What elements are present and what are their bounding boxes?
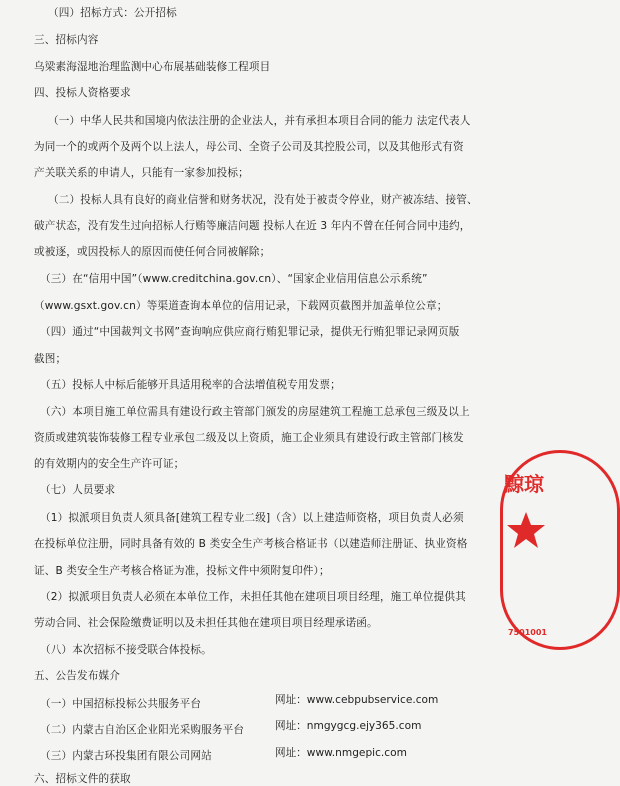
text-line: 或被逐，或因投标人的原因而使任何合同被解除； <box>34 246 271 258</box>
text-line: 为同一个的或两个及两个以上法人，母公司、全资子公司及其控股公司，以及其他形式有资 <box>34 141 464 153</box>
seal-text: 黥琼 <box>504 472 544 496</box>
section-heading: 五、公告发布媒介 <box>34 670 120 682</box>
text-line: （五）投标人中标后能够开具适用税率的合法增值税专用发票； <box>40 379 341 391</box>
text-line: （四）通过“中国裁判文书网”查询响应供应商行贿犯罪记录，提供无行贿犯罪记录网页版 <box>40 326 460 338</box>
project-title: 乌梁素海湿地治理监测中心布展基础装修工程项目 <box>34 61 271 73</box>
media-name: （一）中国招标投标公共服务平台 <box>40 698 202 710</box>
text-line: （八）本次招标不接受联合体投标。 <box>40 644 212 656</box>
text-line: 在投标单位注册，同时具备有效的 B 类安全生产考核合格证书（以建造师注册证、执业资格 <box>34 538 468 550</box>
text-line: （六）本项目施工单位需具有建设行政主管部门颁发的房屋建筑工程施工总承包三级及以上 <box>40 406 470 418</box>
text-line: 资质或建筑装饰装修工程专业承包二级及以上资质，施工企业须具有建设行政主管部门核发 <box>34 432 464 444</box>
text-line: （www.gsxt.gov.cn）等渠道查询本单位的信用记录，下载网页截图并加盖单位公章； <box>34 300 448 312</box>
media-name: （二）内蒙古自治区企业阳光采购服务平台 <box>40 724 245 736</box>
seal-number: 7501001 <box>508 628 547 637</box>
text-line: （三）在“信用中国”（www.creditchina.gov.cn）、“国家企业信用信息公示系统” <box>40 273 428 285</box>
company-seal <box>500 450 560 650</box>
text-line: （四）招标方式：公开招标 <box>48 7 177 19</box>
text-line: 截图； <box>34 353 67 365</box>
text-line: （一）中华人民共和国境内依法注册的企业法人，并有承担本项目合同的能力 法定代表人 <box>48 115 471 127</box>
text-line: 产关联关系的申请人，只能有一家参加投标； <box>34 167 249 179</box>
text-line: 的有效期内的安全生产许可证； <box>34 458 185 470</box>
text-line: （1）拟派项目负责人须具备[建筑工程专业二级]（含）以上建造师资格，项目负责人必须 <box>40 512 464 524</box>
star-icon <box>506 510 546 550</box>
media-name: （三）内蒙古环投集团有限公司网站 <box>40 750 212 762</box>
media-url[interactable]: 网址：www.nmgepic.com <box>275 747 407 759</box>
text-line: （二）投标人具有良好的商业信誉和财务状况，没有处于被责令停业，财产被冻结、接管、 <box>48 194 478 206</box>
text-line: 破产状态，没有发生过向招标人行贿等廉洁问题 投标人在近 3 年内不曾在任何合同中违约， <box>34 220 471 232</box>
text-line: （七）人员要求 <box>40 484 116 496</box>
text-line: 证、B 类安全生产考核合格证为准，投标文件中须附复印件）； <box>34 565 330 577</box>
section-heading: 三、招标内容 <box>34 34 99 46</box>
text-line: 劳动合同、社会保险缴费证明以及未担任其他在建项目项目经理承诺函。 <box>34 617 378 629</box>
text-line: （2）拟派项目负责人必须在本单位工作，未担任其他在建项目项目经理，施工单位提供其 <box>40 591 466 603</box>
section-heading: 六、招标文件的获取 <box>34 773 131 785</box>
media-url[interactable]: 网址：nmgygcg.ejy365.com <box>275 720 422 732</box>
media-url[interactable]: 网址：www.cebpubservice.com <box>275 694 439 706</box>
section-heading: 四、投标人资格要求 <box>34 87 131 99</box>
